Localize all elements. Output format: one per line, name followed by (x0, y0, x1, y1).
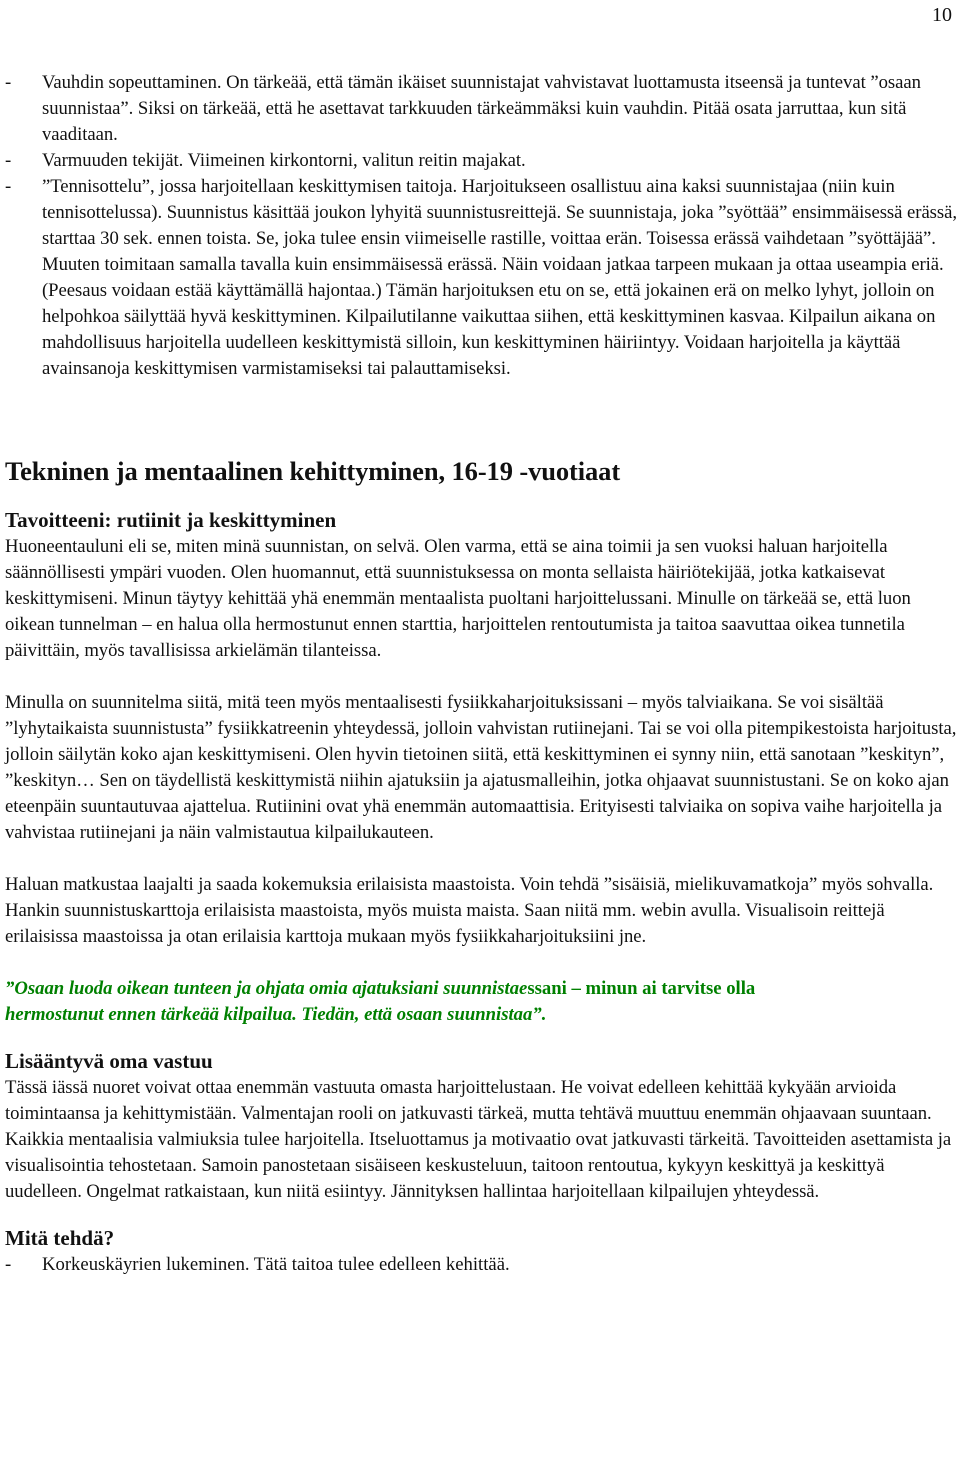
goal-heading: Tavoitteeni: rutiinit ja keskittyminen (5, 508, 337, 532)
list-item: - Vauhdin sopeuttaminen. On tärkeää, että tämän ikäiset suunnistajat vahvistavat luottamusta itseensä ja tuntevat ”osaan suunnistaa”. Siksi on tärkeää, että he asettavat tarkkuuden tärkeämmäksi kuin vauhdin. Pitää osata jarruttaa, kun sitä vaaditaan. (5, 70, 960, 148)
page-number: 10 (932, 4, 952, 26)
paragraph: Haluan matkustaa laajalti ja saada kokemuksia erilaisista maastoista. Voin tehdä ”sisäisiä, mielikuvamatkoja” myös sohvalla. Hankin suunnistuskarttoja erilaisista maastoista, myös muista maista. Saan niitä mm. webin avulla. Visualisoin reittejä erilaisissa maastoissa ja otan erilaisia karttoja mukaan myös fysiikkaharjoituksiini jne. (5, 874, 934, 947)
quote-part: hermostunut ennen tärkeää kilpailua. Tiedän, että osaan suunnistaa”. (5, 1004, 547, 1025)
page-body (5, 0, 960, 1278)
paragraph: Tässä iässä nuoret voivat ottaa enemmän vastuuta omasta harjoittelustaan. He voivat edelleen kehittää kykyään arvioida toimintaansa ja kehittymistään. Valmentajan rooli on jatkuvasti tärkeä, mutta tehtävä muuttuu enemmän ohjaavaan suuntaan. (5, 1077, 932, 1124)
quote-part: ssani – minun ai tarvitse olla (527, 978, 756, 999)
paragraph: Huoneentauluni eli se, miten minä suunnistan, on selvä. Olen varma, että se aina toimii ja sen vuoksi haluan harjoitella säännöllisesti ympäri vuoden. Olen huomannut, että suunnistuksessa on monta sellaista häiriötekijää, jotka katkaisevat keskittymiseni. Minun täytyy kehittää yhä enemmän mentaalista puoltani harjoittelussani. Minulle on tärkeää se, että luon oikean tunnelman – en halua olla hermostunut ennen starttia, harjoittelen rentoutumista ja taitoa saavuttaa oikea tunnetila päivittäin, myös tavallisissa arkielämän tilanteissa. (5, 536, 911, 661)
responsibility-heading: Lisääntyvä oma vastuu (5, 1049, 213, 1073)
list-item: - Korkeuskäyrien lukeminen. Tätä taitoa tulee edelleen kehittää. (5, 1252, 960, 1278)
paragraph: Minulla on suunnitelma siitä, mitä teen myös mentaalisesti fysiikkaharjoituksissani – myös talviaikana. Se voi sisältää ”lyhytaikaista suunnistusta” fysiikkatreenin yhteydessä, jolloin vahvistan rutiinejani. Tai se voi olla pitempikestoista harjoitusta, jolloin säilytän koko ajan keskittymiseni. Olen hyvin tietoinen siitä, että keskittyminen ei synny niin, että sanotaan ”keskityn”, ”keskityn… Sen on täydellistä keskittymistä niihin ajatuksiin ja ajatusmalleihin, jotka ohjaavat suunnistustani. Se on koko ajan eteenpäin suuntautuvaa ajattelua. Rutiinini ovat yhä enemmän automaattisia. Erityisesti talviaika on sopiva vaihe harjoitella ja vahvistaa rutiinejani ja näin valmistautua kilpailukauteen. (5, 692, 957, 843)
quote-part: ”Osaan luoda oikean tunteen ja ohjata omia ajatuksiani suunnistae (5, 978, 528, 999)
highlight-quote (5, 976, 960, 1028)
section-title: Tekninen ja mentaalinen kehittyminen, 16-19 -vuotiaat (5, 456, 621, 486)
list-item: - ”Tennisottelu”, jossa harjoitellaan keskittymisen taitoja. Harjoitukseen osallistuu aina kaksi suunnistajaa (niin kuin tennisottelussa). Suunnistus käsittää joukon lyhyitä suunnistusreittejä. Se suunnistaja, joka ”syöttää” ensimmäisessä erässä, starttaa 30 sek. ennen toista. Se, joka tulee ensin viimeiselle rastille, voittaa erän. Toisessa erässä vaihdetaan ”syöttäjää”. Muuten toimitaan samalla tavalla kuin ensimmäisessä erässä. Näin voidaan jatkaa tarpeen mukaan ja ottaa useampia eriä. (Peesaus voidaan estää käyttämällä hajontaa.) Tämän harjoituksen etu on se, että jokainen erä on melko lyhyt, jolloin on helpohkoa säilyttää hyvä keskittyminen. Kilpailutilanne vaikuttaa siihen, että keskittyminen kasvaa. Kilpailun aikana on mahdollisuus harjoitella uudelleen keskittymistä silloin, kun keskittyminen häiriintyy. Voidaan harjoitella ja käyttää avainsanoja keskittymisen varmistamiseksi tai palauttamiseksi. (5, 174, 960, 382)
list-item: - Varmuuden tekijät. Viimeinen kirkontorni, valitun reitin majakat. (5, 148, 960, 174)
intro-bullet-list (5, 70, 960, 382)
what-bullet-list (5, 1252, 960, 1278)
what-to-do-heading: Mitä tehdä? (5, 1226, 115, 1250)
paragraph: Kaikkia mentaalisia valmiuksia tulee harjoitella. Itseluottamus ja motivaatio ovat jatkuvasti tärkeitä. Tavoitteiden asettamista ja visualisointia tehostetaan. Samoin panostetaan sisäiseen keskusteluun, taitoon rentoutua, kykyyn keskittyä ja keskittyä uudelleen. Ongelmat ratkaistaan, kun niitä esiintyy. Jännityksen hallintaa harjoitellaan kilpailujen yhteydessä. (5, 1129, 952, 1202)
